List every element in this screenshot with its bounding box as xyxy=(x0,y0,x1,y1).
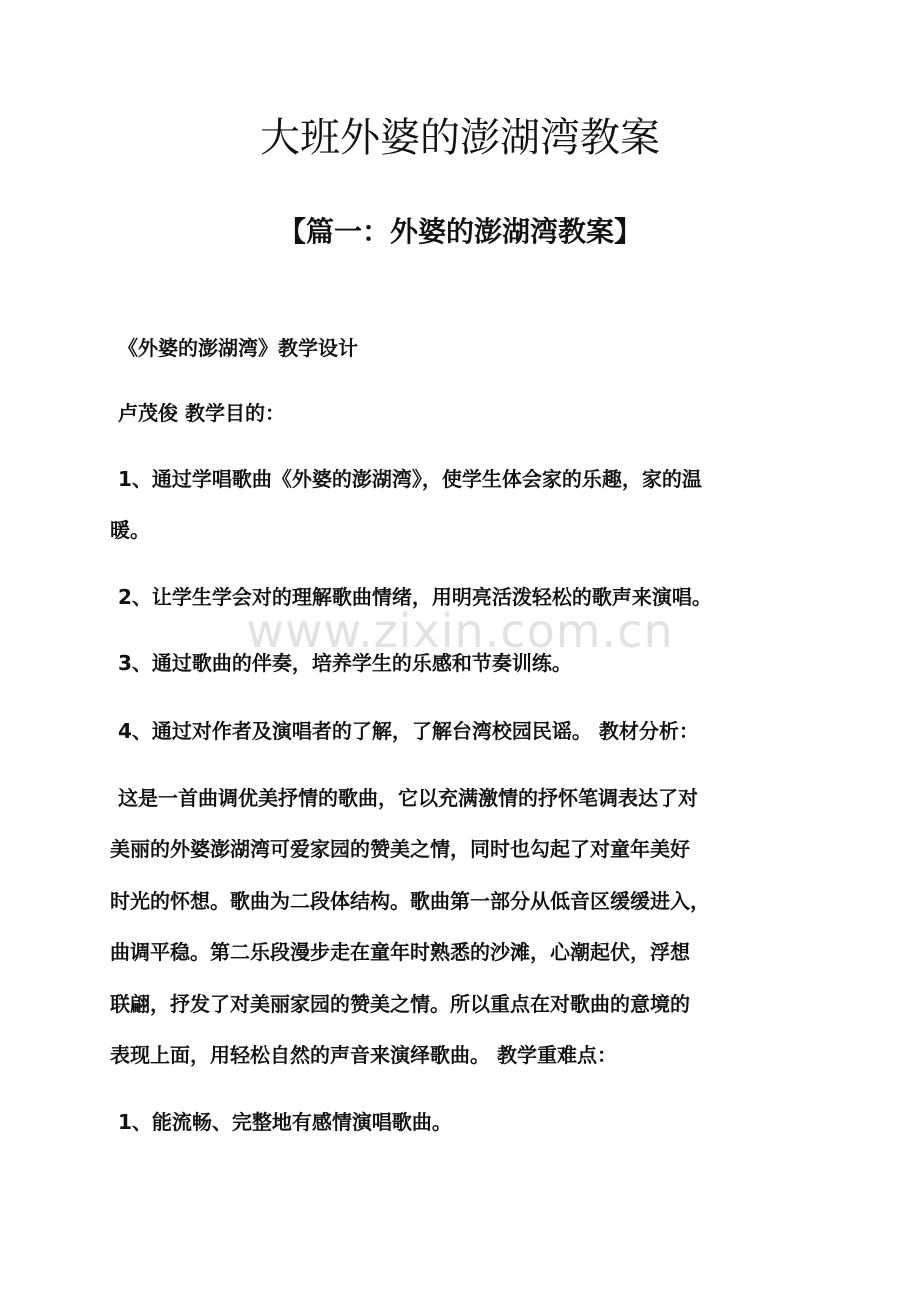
objective-3: 3、通过歌曲的伴奏，培养学生的乐感和节奏训练。 xyxy=(118,651,572,675)
analysis-line-2: 美丽的外婆澎湖湾可爱家园的赞美之情，同时也勾起了对童年美好 xyxy=(110,837,690,861)
objective-1-cont: 暖。 xyxy=(110,518,150,542)
key-point-1: 1、能流畅、完整地有感情演唱歌曲。 xyxy=(118,1110,452,1134)
analysis-line-1: 这是一首曲调优美抒情的歌曲，它以充满激情的抒怀笔调表达了对 xyxy=(118,786,698,810)
analysis-line-4: 曲调平稳。第二乐段漫步走在童年时熟悉的沙滩，心潮起伏，浮想 xyxy=(110,940,690,964)
section-heading: 《外婆的澎湖湾》教学设计 xyxy=(118,336,358,360)
author-line: 卢茂俊 教学目的： xyxy=(118,401,285,425)
document-subtitle: 【篇一：外婆的澎湖湾教案】 xyxy=(277,215,642,248)
watermark: www.zixin.com.cn xyxy=(246,604,674,658)
analysis-line-6: 表现上面，用轻松自然的声音来演绎歌曲。 教学重难点： xyxy=(110,1043,617,1067)
analysis-line-3: 时光的怀想。歌曲为二段体结构。歌曲第一部分从低音区缓缓进入， xyxy=(110,889,710,913)
objective-2: 2、让学生学会对的理解歌曲情绪，用明亮活泼轻松的歌声来演唱。 xyxy=(118,585,712,609)
objective-1: 1、通过学唱歌曲《外婆的澎湖湾》，使学生体会家的乐趣，家的温 xyxy=(118,467,702,491)
objective-4: 4、通过对作者及演唱者的了解，了解台湾校园民谣。 教材分析： xyxy=(118,719,699,743)
analysis-line-5: 联翩，抒发了对美丽家园的赞美之情。所以重点在对歌曲的意境的 xyxy=(110,992,690,1016)
document-title: 大班外婆的澎湖湾教案 xyxy=(260,115,660,161)
